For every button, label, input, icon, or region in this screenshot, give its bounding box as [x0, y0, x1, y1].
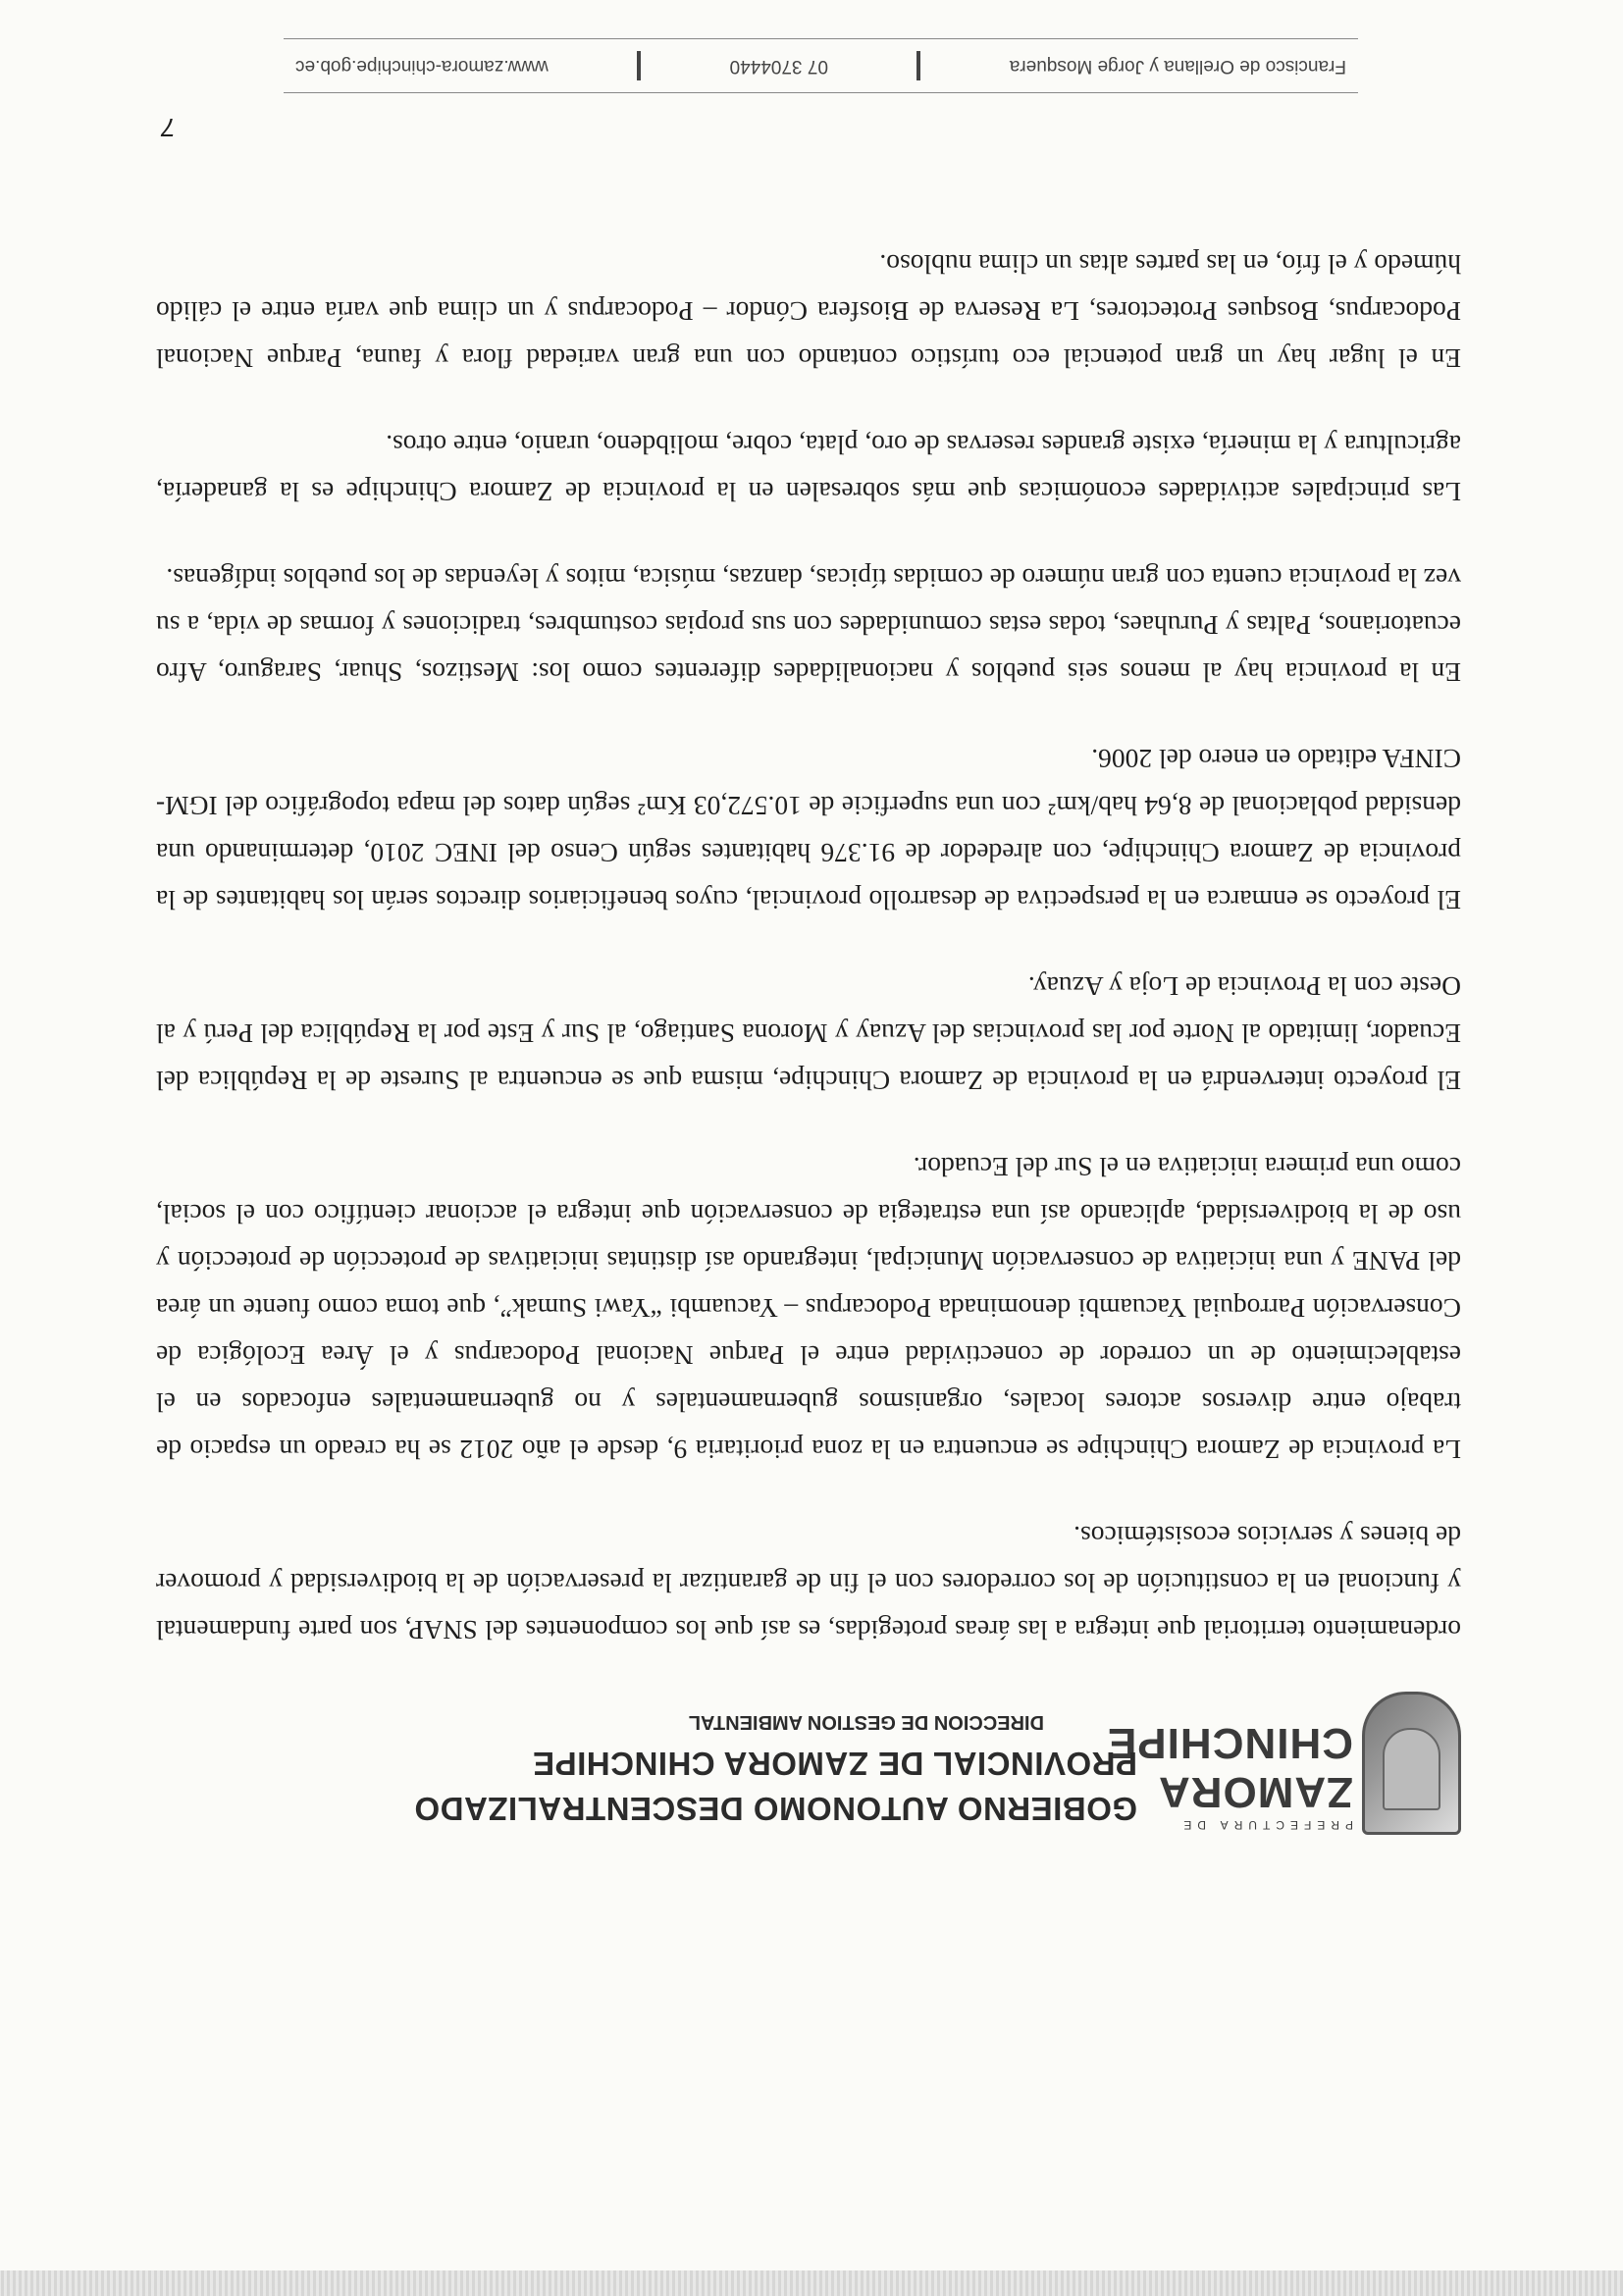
logo-name-line2: CHINCHIPE [1106, 1719, 1353, 1767]
page-number: 7 [161, 113, 176, 142]
institution-title-line1: GOBIERNO AUTONOMO DESCENTRALIZADO [413, 1791, 1137, 1827]
paragraph: En la provincia hay al menos seis pueblos y nacionalidades diferentes como los: Mestizos, Shuar, Saraguro, Afro ecuatorianos, Paltas y Puruhaes, todas estas comunidades con sus propias costumbres, tradiciones y formas de vida, a su vez la provincia cuenta con gran número de comidas típicas, danzas, música, mitos y leyendas de los pueblos indígenas. [156, 563, 1461, 688]
page-footer [284, 38, 1358, 93]
paragraph: El proyecto intervendrá en la provincia de Zamora Chinchipe, misma que se encuentra al Sureste de la República del Ecuador, limitado al Norte por las provincias del Azuay y Morona Santiago, al Sur y Este por la República del Perú y al Oeste con la Provincia de Loja y Azuay. [156, 971, 1461, 1096]
paragraph: ordenamiento territorial que integra a las áreas protegidas, es así que los componentes del SNAP, son parte fundamental y funcional en la constitución de los corredores con el fin de garantizar la preservación de la biodiversidad y promover de bienes y servicios ecosistémicos. [156, 1521, 1461, 1645]
paragraph: Las principales actividades económicas que más sobresalen en la provincia de Zamora Chinchipe es la ganadería, agricultura y la minería, existe grandes reservas de oro, plata, cobre, molibdeno, uranio, entre otros. [156, 430, 1461, 507]
logo-wordmark [1106, 1719, 1353, 1832]
paragraph: El proyecto se enmarca en la perspectiva de desarrollo provincial, cuyos beneficiarios directos serán los habitantes de la provincia de Zamora Chinchipe, con alrededor de 91.376 habitantes según Censo del INEC 2010, determinando una densidad poblacional de 8,64 hab/km² con una superficie de 10.572,03 Km² según datos del mapa topográfico del IGM-CINFA editado en enero del 2006. [156, 744, 1461, 915]
document-body [156, 201, 1461, 1653]
logo-name-line1: ZAMORA [1157, 1768, 1353, 1816]
paragraph: En el lugar hay un gran potencial eco turístico contando con una gran variedad flora y fauna, Parque Nacional Podocarpus, Bosques Protectores, La Reserva de Biosfera Cóndor – Podocarpus y un clima que varía entre el cálido húmedo y el frío, en las partes altas un clima nubloso. [156, 249, 1461, 374]
scan-edge-band [0, 2270, 1623, 2296]
footer-phone: 07 3704440 [729, 56, 828, 77]
department-title: DIRECCION DE GESTION AMBIENTAL [688, 1711, 1044, 1733]
logo-small-text: PREFECTURA DE [1178, 1818, 1353, 1832]
footer-address: Francisco de Orellana y Jorge Mosquera [1009, 56, 1346, 77]
coat-of-arms-icon [1362, 1692, 1461, 1835]
footer-separator [637, 51, 641, 80]
prefecture-logo [1106, 1678, 1461, 1835]
footer-separator [916, 51, 920, 80]
institution-title-line2: PROVINCIAL DE ZAMORA CHINCHIPE [532, 1746, 1137, 1782]
letterhead-titles [254, 1710, 1137, 1827]
footer-website: www.zamora-chinchipe.gob.ec [295, 56, 549, 77]
paragraph: La provincia de Zamora Chinchipe se encuentra en la zona prioritaria 9, desde el año 2012 se ha creado un espacio de trabajo entre diversos actores locales, organismos gubernamentales y no gubernamentales enfocados en el establecimiento de un corredor de conectividad entre el Parque Nacional Podocarpus y el Área Ecológica de Conservación Parroquial Yacuambi denominada Podocarpus – Yacuambi “Yawi Sumak”, que toma como fuente un área del PANE y una iniciativa de conservación Municipal, integrando así distintas iniciativas de protección de protección y uso de la biodiversidad, aplicando así una estrategia de conservación que integra el accionar científico con el social, como una primera iniciativa en el Sur del Ecuador. [156, 1152, 1461, 1465]
